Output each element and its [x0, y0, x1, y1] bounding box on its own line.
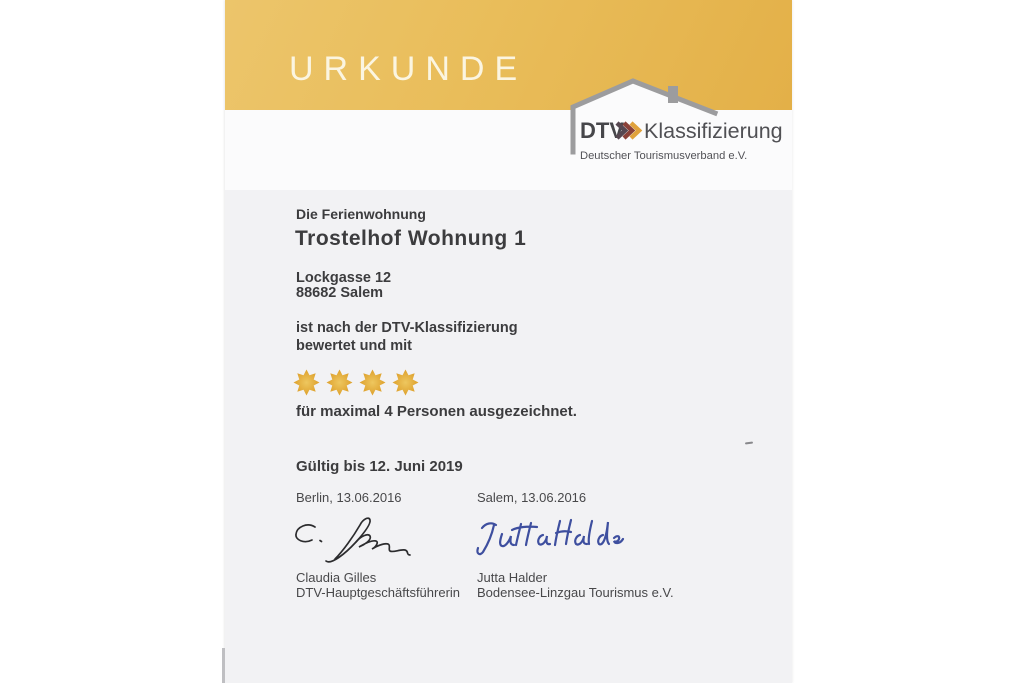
- star-rating: [293, 368, 419, 396]
- signature-right-stroke: [575, 535, 587, 545]
- star-shape: [360, 369, 386, 395]
- signature-right-stroke: [589, 521, 592, 544]
- signature-right-stroke: [477, 523, 496, 554]
- property-name: Trostelhof Wohnung 1: [295, 227, 527, 250]
- place-date-right: Salem, 13.06.2016: [477, 490, 587, 505]
- signature-left-stroke: [320, 541, 322, 542]
- intro-line: Die Ferienwohnung: [296, 206, 426, 222]
- signature-left-stroke: [296, 525, 315, 542]
- signature-right-stroke: [500, 534, 514, 546]
- star-shape: [327, 369, 353, 395]
- scan-edge-shadow: [222, 648, 225, 683]
- signature-right-stroke: [512, 523, 537, 545]
- signatory-role-right: Bodensee-Linzgau Tourismus e.V.: [477, 585, 674, 600]
- signature-left-stroke: [356, 535, 410, 555]
- star-icon: [359, 369, 386, 396]
- logo-subtitle-text: Deutscher Tourismusverband e.V.: [580, 150, 748, 162]
- signature-right-stroke: [614, 536, 623, 543]
- signatory-name-right: Jutta Halder: [477, 570, 548, 585]
- signature-right-stroke: [598, 522, 609, 544]
- signature-left: [293, 507, 428, 569]
- star-shape: [294, 369, 320, 395]
- signatory-name-left: Claudia Gilles: [296, 570, 377, 585]
- address-line-2: 88682 Salem: [296, 285, 384, 301]
- logo-product-text: Klassifizierung: [644, 119, 783, 143]
- classification-line-1: ist nach der DTV-Klassifizierung: [296, 320, 518, 336]
- signatory-role-left: DTV-Hauptgeschäftsführerin: [296, 585, 461, 600]
- validity-line: Gültig bis 12. Juni 2019: [296, 458, 463, 475]
- scan-artifact: [745, 441, 753, 444]
- signature-right: [470, 514, 625, 564]
- star-shape: [393, 369, 419, 395]
- dtv-logo: [560, 70, 790, 170]
- signature-right-stroke: [538, 535, 550, 545]
- award-line: für maximal 4 Personen ausgezeichnet.: [296, 403, 577, 420]
- certificate-title: URKUNDE: [289, 50, 528, 88]
- classification-line-2: bewertet und mit: [296, 338, 413, 354]
- address-line-1: Lockgasse 12: [296, 270, 392, 286]
- star-icon: [326, 369, 353, 396]
- place-date-left: Berlin, 13.06.2016: [296, 490, 402, 505]
- logo-brand-text: DTV: [580, 118, 624, 143]
- star-icon: [392, 369, 419, 396]
- signature-right-stroke: [555, 520, 571, 545]
- star-icon: [293, 369, 320, 396]
- signature-left-stroke: [326, 518, 370, 562]
- certificate-scan: [225, 0, 792, 683]
